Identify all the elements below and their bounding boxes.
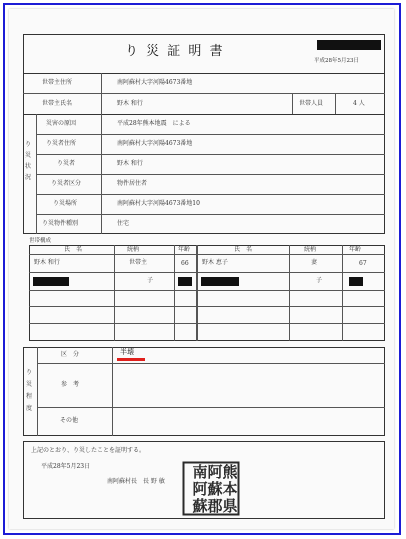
address-label: 世帯主住所 [42, 79, 73, 86]
svg-text:蘇: 蘇 [207, 480, 223, 498]
family-header-age: 年齢 [349, 246, 362, 253]
disaster-row-label: り災者 [57, 160, 76, 167]
svg-text:郡: 郡 [207, 497, 223, 515]
family-header-age: 年齢 [178, 246, 191, 253]
household-table [23, 73, 385, 115]
members-label: 世帯人員 [299, 100, 324, 107]
disaster-row-label: り災場所 [53, 200, 78, 207]
family-header-name: 氏 名 [64, 246, 83, 253]
svg-text:本: 本 [222, 480, 238, 498]
members-value: 4 人 [353, 100, 365, 107]
disaster-row-label: り災物件種別 [42, 220, 79, 227]
notes-label: 参 考 [61, 381, 80, 388]
disaster-side-label: り災状況 [25, 141, 32, 181]
issuer-name: 南阿蘇村長 長 野 敏 [107, 478, 165, 485]
svg-text:阿: 阿 [192, 480, 208, 498]
redacted-age [178, 277, 192, 286]
disaster-row-label: り災者住所 [46, 140, 77, 147]
certification-statement: 上記のとおり、り災したことを証明する。 [31, 447, 146, 454]
svg-text:熊: 熊 [222, 463, 238, 481]
family-header-relation: 続柄 [127, 246, 140, 253]
certification-date: 平成28年5月23日 [41, 463, 91, 470]
issue-date: 平成28年5月23日 [314, 58, 359, 64]
family-header-name: 氏 名 [234, 246, 253, 253]
svg-text:阿: 阿 [207, 463, 223, 481]
redacted-number [317, 40, 381, 50]
damage-side-label: り災程度 [26, 369, 33, 412]
redacted-age [349, 277, 363, 286]
disaster-row-value: 南阿蘇村大字河陽4673番地 [117, 140, 193, 147]
family-member-relation: 子 [147, 277, 154, 284]
disaster-row-label: り災者区分 [51, 180, 82, 187]
classification-label: 区 分 [61, 351, 80, 358]
svg-text:蘇: 蘇 [192, 497, 208, 515]
disaster-row-value: 南阿蘇村大字河陽4673番地10 [117, 200, 200, 207]
family-member-relation: 妻 [311, 259, 318, 266]
family-member-relation: 世帯主 [129, 259, 148, 266]
disaster-row-label: 災害の原因 [46, 120, 77, 127]
name-label: 世帯主氏名 [42, 100, 73, 107]
certificate-title: り 災 証 明 書 [125, 44, 225, 59]
classification-value: 半壊 [120, 348, 134, 356]
svg-text:県: 県 [222, 497, 238, 515]
svg-text:南: 南 [192, 463, 208, 481]
disaster-row-value: 平成28年熊本地震 による [117, 120, 191, 127]
family-section-label: 世帯構成 [29, 238, 52, 244]
disaster-row-value: 物件居住者 [117, 180, 148, 187]
official-seal [182, 461, 240, 516]
address-value: 南阿蘇村大字河陽4673番地 [117, 79, 193, 86]
family-member-relation: 子 [316, 277, 323, 284]
certificate-paper [9, 9, 394, 529]
name-value: 野木 和行 [117, 100, 143, 107]
family-member-name: 野木 恵子 [202, 259, 228, 266]
other-label: その他 [60, 417, 79, 424]
family-member-age: 67 [359, 260, 367, 267]
redacted-name [33, 277, 69, 286]
family-member-name: 野木 和行 [34, 259, 60, 266]
classification-red-underline [117, 358, 145, 361]
disaster-row-value: 野木 和行 [117, 160, 143, 167]
family-header-relation: 続柄 [304, 246, 317, 253]
disaster-row-value: 住宅 [117, 220, 130, 227]
family-member-age: 66 [181, 260, 189, 267]
redacted-name [201, 277, 239, 286]
